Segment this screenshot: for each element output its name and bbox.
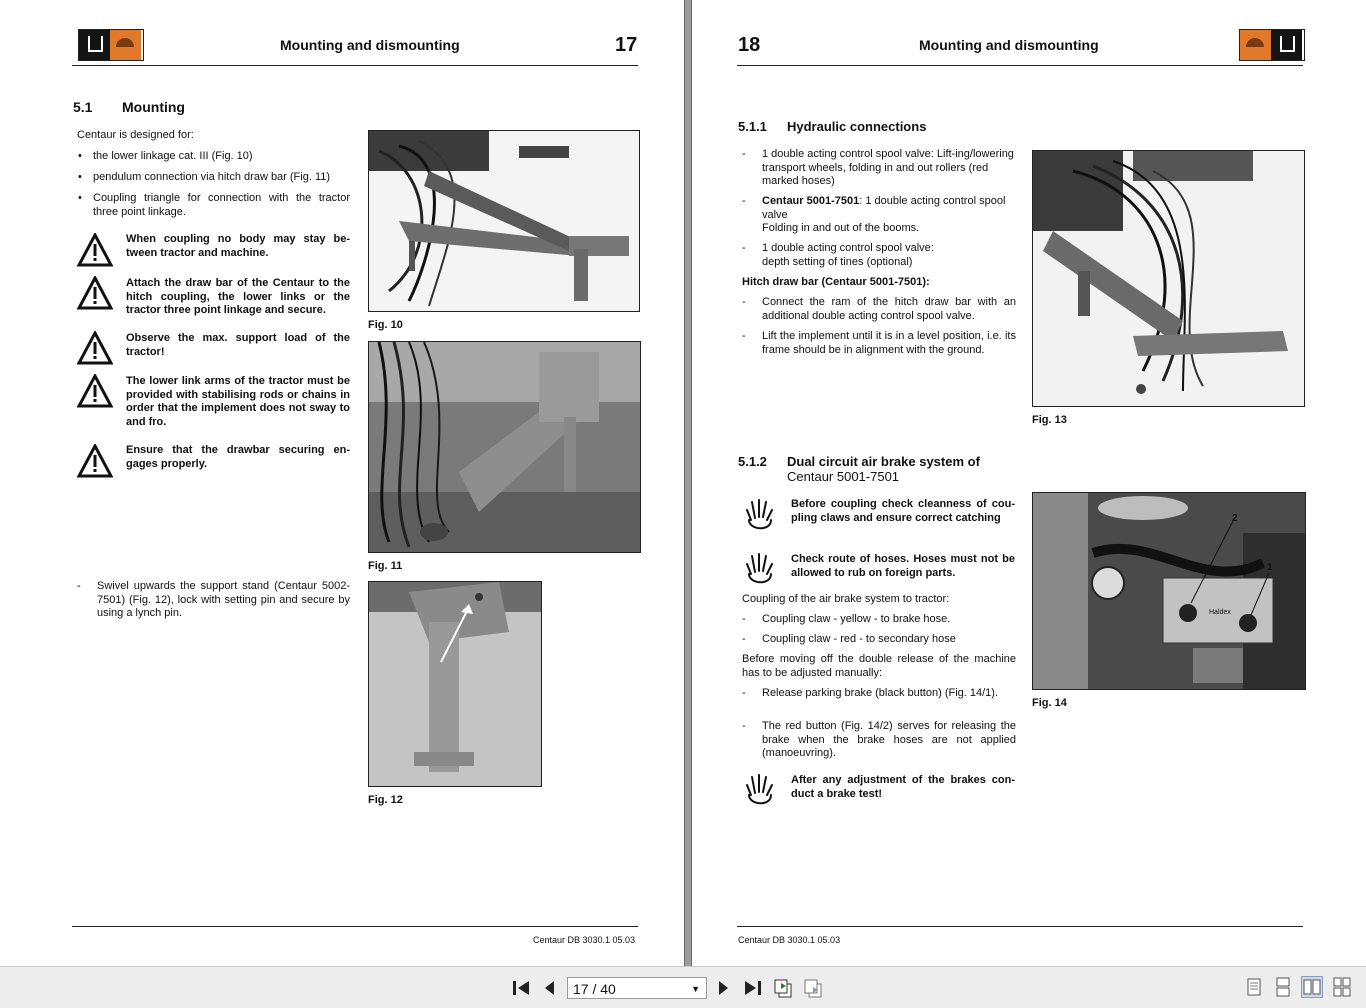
figure-caption: Fig. 11	[368, 560, 403, 572]
bullet-item: • the lower linkage cat. III (Fig. 10)	[77, 149, 363, 163]
hydraulic-item-text: : 1 double acting control spool valve	[762, 195, 1006, 221]
page-number-input[interactable]	[567, 977, 707, 999]
warning-icon	[77, 374, 113, 408]
hydraulic-item-line2: depth setting of tines (optional)	[762, 255, 913, 268]
go-forward-icon[interactable]	[800, 967, 826, 1008]
hitch-item: - Connect the ram of the hitch draw bar with an additional double acting control spool valve.	[742, 296, 1016, 323]
brake-intro: Coupling of the air brake system to tractor:	[742, 593, 950, 605]
page-number: 18	[738, 34, 761, 56]
subsection-title: Hydraulic connections	[787, 119, 927, 134]
bullet-item: • Coupling triangle for connection with the tractor three point linkage.	[77, 191, 350, 219]
hydraulic-item	[742, 242, 1016, 269]
figure-brand-label: Haldex	[1209, 609, 1231, 616]
header-title: Mounting and dismounting	[919, 37, 1099, 53]
hydraulic-item	[742, 195, 1016, 236]
figure-13-image	[1032, 150, 1305, 407]
release-item: - Release parking brake (black button) (Fig. 14/1).	[742, 687, 1016, 701]
warning-text: Attach the draw bar of the Centaur to the hitch coupling, the lower links or the tractor three point linkage and secure.	[126, 277, 350, 316]
hitch-heading: Hitch draw bar (Centaur 5001-7501):	[742, 276, 930, 288]
subsection-title-line1: Dual circuit air brake system of	[787, 454, 980, 469]
figure-caption: Fig. 14	[1032, 697, 1067, 709]
warning-icon	[77, 444, 113, 478]
figure-caption: Fig. 10	[368, 319, 403, 331]
warning-text: Ensure that the drawbar securing en-gages properly.	[126, 444, 350, 470]
subsection-number: 5.1.1	[738, 119, 767, 134]
footer-text: Centaur DB 3030.1 05.03	[533, 935, 636, 945]
next-page-icon[interactable]	[713, 967, 735, 1008]
bullet-item: • pendulum connection via hitch draw bar (Fig. 11)	[77, 170, 363, 184]
warning-icon	[77, 233, 113, 267]
subsection-title-line2: Centaur 5001-7501	[787, 469, 900, 484]
caution-hand-icon	[743, 773, 777, 809]
figure-14-image	[1032, 492, 1306, 690]
hydraulic-item-line2: Folding in and out of the booms.	[762, 222, 920, 234]
header-rule	[72, 65, 638, 66]
caution-note: After any adjustment of the brakes con-duct a brake test!	[791, 774, 1015, 800]
two-page-continuous-view-icon[interactable]	[1331, 976, 1353, 998]
header-rule	[737, 65, 1303, 66]
release-text: Before moving off the double release of the machine has to be adjusted manually:	[742, 653, 1016, 679]
instruction-step: - Swivel upwards the support stand (Centaur 5002-7501) (Fig. 12), lock with setting pin and secure by using a lynch pin.	[77, 580, 350, 621]
page-number: 17	[615, 34, 638, 56]
figure-12-image	[368, 581, 542, 787]
section-number: 5.1	[73, 99, 93, 115]
warning-icon	[77, 276, 113, 310]
figure-10-image	[368, 130, 640, 312]
footer-rule	[72, 926, 638, 927]
single-page-view-icon[interactable]	[1243, 976, 1265, 998]
page-indicator: 17 / 40	[573, 981, 616, 997]
subsection-number: 5.1.2	[738, 454, 767, 469]
prev-page-icon[interactable]	[538, 967, 560, 1008]
viewer-toolbar	[0, 966, 1366, 1008]
caution-note: Check route of hoses. Hoses must not be allowed to rub on foreign parts.	[791, 553, 1015, 579]
hitch-item: - Lift the implement until it is in a level position, i.e. its frame should be in alignment with the ground.	[742, 330, 1016, 357]
two-page-view-icon[interactable]	[1301, 976, 1323, 998]
warning-icon	[77, 331, 113, 365]
amazone-logo	[1239, 29, 1305, 61]
page-divider	[684, 0, 692, 966]
figure-label-2: 2	[1232, 513, 1238, 524]
caution-note: Before coupling check cleanness of cou-pling claws and ensure correct catching	[791, 498, 1015, 524]
warning-text: The lower link arms of the tractor must be provided with stabilising rods or chains in order that the implement does not sway to and fro.	[126, 375, 350, 428]
hydraulic-item-bold: Centaur 5001-7501	[762, 195, 860, 207]
footer-rule	[737, 926, 1303, 927]
amazone-logo	[78, 29, 144, 61]
figure-label-1: 1	[1267, 562, 1273, 573]
caution-hand-icon	[743, 498, 777, 534]
figure-11-image	[368, 341, 641, 553]
caution-hand-icon	[743, 552, 777, 588]
hydraulic-item-line1: 1 double acting control spool valve:	[762, 242, 934, 254]
intro-text: Centaur is designed for:	[77, 129, 194, 141]
release-item: - The red button (Fig. 14/2) serves for releasing the brake when the brake hoses are not applied (manoeuvring).	[742, 720, 1016, 761]
first-page-icon[interactable]	[508, 967, 534, 1008]
warning-text: Observe the max. support load of the tractor!	[126, 332, 350, 358]
page-18	[692, 0, 1366, 966]
header-title: Mounting and dismounting	[280, 37, 460, 53]
hydraulic-item: - 1 double acting control spool valve: Lift-ing/lowering transport wheels, folding in and out rollers (red marked hoses)	[742, 148, 1016, 189]
section-title: Mounting	[122, 99, 185, 115]
footer-text: Centaur DB 3030.1 05.03	[738, 935, 841, 945]
chevron-down-icon[interactable]: ▼	[691, 984, 700, 994]
brake-item: - Coupling claw - red - to secondary hose	[742, 633, 1016, 647]
brake-item: - Coupling claw - yellow - to brake hose.	[742, 613, 1016, 627]
last-page-icon[interactable]	[740, 967, 766, 1008]
figure-caption: Fig. 12	[368, 794, 403, 806]
figure-caption: Fig. 13	[1032, 414, 1067, 426]
go-back-icon[interactable]	[770, 967, 796, 1008]
page-17	[0, 0, 684, 966]
continuous-view-icon[interactable]	[1272, 976, 1294, 998]
warning-text: When coupling no body may stay be-tween tractor and machine.	[126, 233, 350, 259]
